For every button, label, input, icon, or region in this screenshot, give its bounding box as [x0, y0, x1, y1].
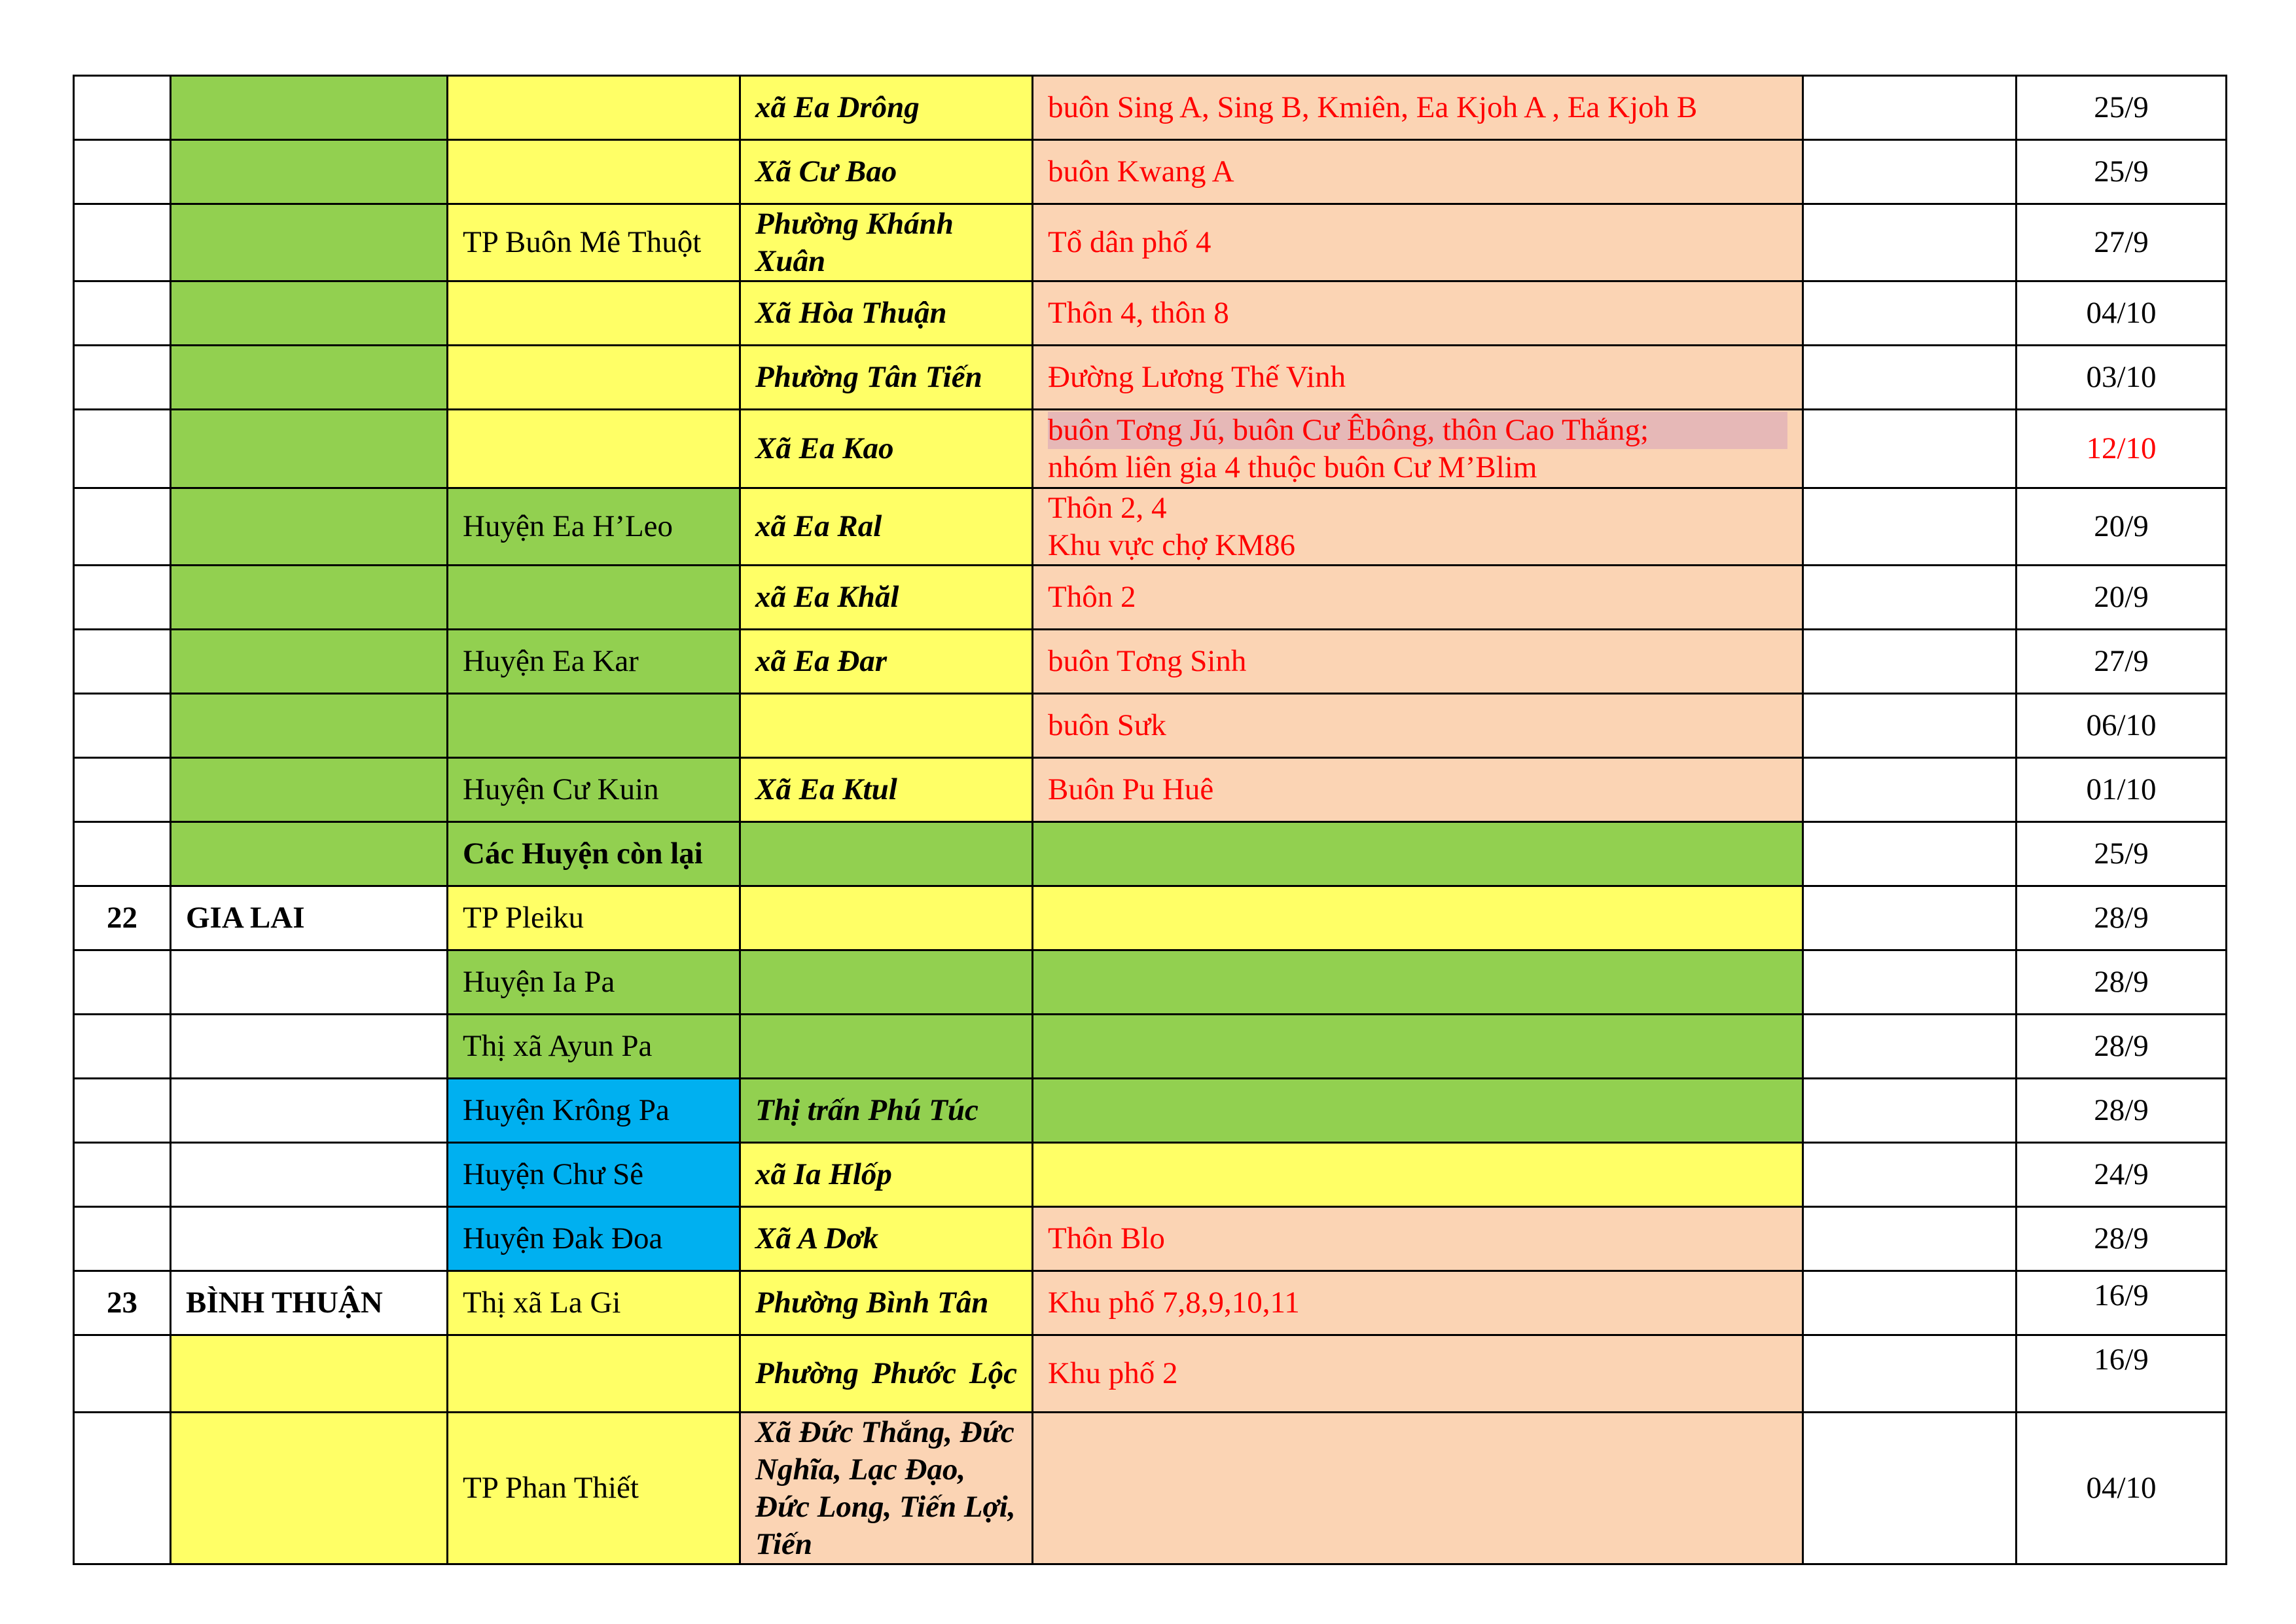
ward-cell — [740, 950, 1033, 1015]
district-cell — [448, 281, 740, 346]
blank-cell — [1803, 566, 2017, 630]
blank-cell — [1803, 1271, 2017, 1335]
stt-cell — [74, 140, 171, 204]
province-cell — [171, 281, 448, 346]
table-row — [74, 410, 2227, 488]
district-cell: Huyện Ia Pa — [448, 950, 740, 1015]
blank-cell — [1803, 1207, 2017, 1271]
district-cell: Huyện Chư Sê — [448, 1143, 740, 1207]
date-cell: 28/9 — [2017, 1015, 2227, 1079]
date-cell: 16/9 — [2017, 1335, 2227, 1413]
province-cell — [171, 346, 448, 410]
area-cell — [1033, 1015, 1803, 1079]
stt-cell — [74, 204, 171, 281]
table-row — [74, 566, 2227, 630]
stt-cell — [74, 76, 171, 140]
area-cell: Khu phố 2 — [1033, 1335, 1803, 1413]
stt-cell — [74, 950, 171, 1015]
ward-cell — [740, 822, 1033, 886]
date-cell: 28/9 — [2017, 886, 2227, 950]
blank-cell — [1803, 410, 2017, 488]
blank-cell — [1803, 1143, 2017, 1207]
district-cell: Huyện Cư Kuin — [448, 758, 740, 822]
district-cell — [448, 410, 740, 488]
blank-cell — [1803, 630, 2017, 694]
blank-cell — [1803, 204, 2017, 281]
date-cell: 24/9 — [2017, 1143, 2227, 1207]
ward-cell: Xã Ea Ktul — [740, 758, 1033, 822]
table-row — [74, 758, 2227, 822]
blank-cell — [1803, 281, 2017, 346]
table-row — [74, 1271, 2227, 1335]
table-row — [74, 694, 2227, 758]
area-cell: Khu phố 7,8,9,10,11 — [1033, 1271, 1803, 1335]
date-cell: 27/9 — [2017, 204, 2227, 281]
ward-cell: Xã Hòa Thuận — [740, 281, 1033, 346]
date-cell: 03/10 — [2017, 346, 2227, 410]
province-cell — [171, 488, 448, 566]
district-cell — [448, 76, 740, 140]
stt-cell — [74, 566, 171, 630]
date-cell: 04/10 — [2017, 281, 2227, 346]
blank-cell — [1803, 1015, 2017, 1079]
stt-cell — [74, 1207, 171, 1271]
stt-cell — [74, 410, 171, 488]
date-cell: 25/9 — [2017, 140, 2227, 204]
table-row — [74, 630, 2227, 694]
area-cell — [1033, 822, 1803, 886]
date-cell: 04/10 — [2017, 1413, 2227, 1564]
area-cell — [1033, 1079, 1803, 1143]
date-cell: 01/10 — [2017, 758, 2227, 822]
province-cell — [171, 1143, 448, 1207]
blank-cell — [1803, 1079, 2017, 1143]
table-row — [74, 1207, 2227, 1271]
ward-cell: Phường Tân Tiến — [740, 346, 1033, 410]
table-row — [74, 1079, 2227, 1143]
area-cell: Buôn Pu Huê — [1033, 758, 1803, 822]
date-cell: 20/9 — [2017, 488, 2227, 566]
blank-cell — [1803, 822, 2017, 886]
date-cell: 06/10 — [2017, 694, 2227, 758]
province-cell — [171, 204, 448, 281]
area-cell — [1033, 1143, 1803, 1207]
ward-cell: xã Ea Khăl — [740, 566, 1033, 630]
ward-cell: Phường Bình Tân — [740, 1271, 1033, 1335]
area-cell: Tổ dân phố 4 — [1033, 204, 1803, 281]
province-cell — [171, 1335, 448, 1413]
ward-cell: Xã A Dơk — [740, 1207, 1033, 1271]
area-cell: buôn Tơng Sinh — [1033, 630, 1803, 694]
ward-cell: Xã Cư Bao — [740, 140, 1033, 204]
blank-cell — [1803, 1335, 2017, 1413]
date-cell: 28/9 — [2017, 1079, 2227, 1143]
area-line: Khu vực chợ KM86 — [1048, 528, 1295, 562]
province-cell — [171, 950, 448, 1015]
table-row — [74, 204, 2227, 281]
highlighted-area-line: buôn Tơng Jú, buôn Cư Êbông, thôn Cao Thắng; — [1048, 412, 1787, 449]
ward-cell: Xã Ea Kao — [740, 410, 1033, 488]
ward-cell: xã Ea Ral — [740, 488, 1033, 566]
province-cell — [171, 76, 448, 140]
area-cell: Thôn 2 — [1033, 566, 1803, 630]
date-cell: 25/9 — [2017, 822, 2227, 886]
table-row — [74, 822, 2227, 886]
date-cell: 20/9 — [2017, 566, 2227, 630]
province-cell — [171, 1015, 448, 1079]
stt-cell — [74, 1143, 171, 1207]
area-line: nhóm liên gia 4 thuộc buôn Cư M’Blim — [1048, 450, 1537, 484]
table-row — [74, 76, 2227, 140]
table-row — [74, 1335, 2227, 1413]
ward-cell: xã Ea Drông — [740, 76, 1033, 140]
stt-cell — [74, 1335, 171, 1413]
ward-cell: xã Ea Đar — [740, 630, 1033, 694]
stt-cell — [74, 822, 171, 886]
stt-cell — [74, 694, 171, 758]
stt-cell — [74, 630, 171, 694]
stt-cell — [74, 346, 171, 410]
district-cell: Thị xã Ayun Pa — [448, 1015, 740, 1079]
province-cell — [171, 630, 448, 694]
stt-cell — [74, 488, 171, 566]
blank-cell — [1803, 886, 2017, 950]
province-cell — [171, 694, 448, 758]
district-cell — [448, 1335, 740, 1413]
stt-cell — [74, 1079, 171, 1143]
district-cell: Huyện Ea H’Leo — [448, 488, 740, 566]
ward-cell — [740, 694, 1033, 758]
area-cell — [1033, 488, 1803, 566]
table-row — [74, 346, 2227, 410]
district-cell: TP Phan Thiết — [448, 1413, 740, 1564]
province-cell: GIA LAI — [171, 886, 448, 950]
date-cell: 25/9 — [2017, 76, 2227, 140]
district-cell: Huyện Krông Pa — [448, 1079, 740, 1143]
province-cell — [171, 1079, 448, 1143]
table-row — [74, 950, 2227, 1015]
table-row — [74, 886, 2227, 950]
area-cell: buôn Sing A, Sing B, Kmiên, Ea Kjoh A , Ea Kjoh B — [1033, 76, 1803, 140]
province-cell — [171, 140, 448, 204]
table-row — [74, 1143, 2227, 1207]
province-cell — [171, 822, 448, 886]
area-line: Thôn 2, 4 — [1048, 490, 1167, 525]
blank-cell — [1803, 140, 2017, 204]
blank-cell — [1803, 1413, 2017, 1564]
stt-cell — [74, 281, 171, 346]
ward-cell — [740, 1015, 1033, 1079]
area-cell — [1033, 1413, 1803, 1564]
area-cell — [1033, 410, 1803, 488]
province-cell — [171, 758, 448, 822]
date-cell: 16/9 — [2017, 1271, 2227, 1335]
area-cell: Thôn Blo — [1033, 1207, 1803, 1271]
ward-cell: Phường Khánh Xuân — [740, 204, 1033, 281]
ward-cell: Phường Phước Lộc — [740, 1335, 1033, 1413]
area-cell — [1033, 950, 1803, 1015]
blank-cell — [1803, 694, 2017, 758]
stt-cell: 22 — [74, 886, 171, 950]
stt-cell — [74, 1413, 171, 1564]
district-cell: TP Pleiku — [448, 886, 740, 950]
stt-cell: 23 — [74, 1271, 171, 1335]
ward-cell: xã Ia Hlốp — [740, 1143, 1033, 1207]
table-row — [74, 1413, 2227, 1564]
blank-cell — [1803, 758, 2017, 822]
date-cell: 27/9 — [2017, 630, 2227, 694]
district-cell — [448, 566, 740, 630]
province-cell — [171, 410, 448, 488]
area-cell — [1033, 886, 1803, 950]
table-row — [74, 488, 2227, 566]
district-cell: Huyện Ea Kar — [448, 630, 740, 694]
area-cell: Đường Lương Thế Vinh — [1033, 346, 1803, 410]
ward-cell: Xã Đức Thắng, Đức Nghĩa, Lạc Đạo, Đức Long, Tiến Lợi, Tiến — [740, 1413, 1033, 1564]
district-cell — [448, 346, 740, 410]
blank-cell — [1803, 488, 2017, 566]
zone-table — [73, 75, 2227, 1565]
stt-cell — [74, 1015, 171, 1079]
blank-cell — [1803, 950, 2017, 1015]
province-cell — [171, 566, 448, 630]
district-cell — [448, 694, 740, 758]
province-cell: BÌNH THUẬN — [171, 1271, 448, 1335]
ward-cell — [740, 886, 1033, 950]
area-cell: buôn Sưk — [1033, 694, 1803, 758]
stt-cell — [74, 758, 171, 822]
table-row — [74, 140, 2227, 204]
blank-cell — [1803, 76, 2017, 140]
table-row — [74, 281, 2227, 346]
district-cell: Huyện Đak Đoa — [448, 1207, 740, 1271]
date-cell: 12/10 — [2017, 410, 2227, 488]
district-cell — [448, 140, 740, 204]
date-cell: 28/9 — [2017, 950, 2227, 1015]
blank-cell — [1803, 346, 2017, 410]
area-cell: Thôn 4, thôn 8 — [1033, 281, 1803, 346]
area-cell: buôn Kwang A — [1033, 140, 1803, 204]
date-cell: 28/9 — [2017, 1207, 2227, 1271]
district-cell: TP Buôn Mê Thuột — [448, 204, 740, 281]
district-cell: Thị xã La Gi — [448, 1271, 740, 1335]
table-row — [74, 1015, 2227, 1079]
district-cell: Các Huyện còn lại — [448, 822, 740, 886]
province-cell — [171, 1207, 448, 1271]
province-cell — [171, 1413, 448, 1564]
ward-cell: Thị trấn Phú Túc — [740, 1079, 1033, 1143]
